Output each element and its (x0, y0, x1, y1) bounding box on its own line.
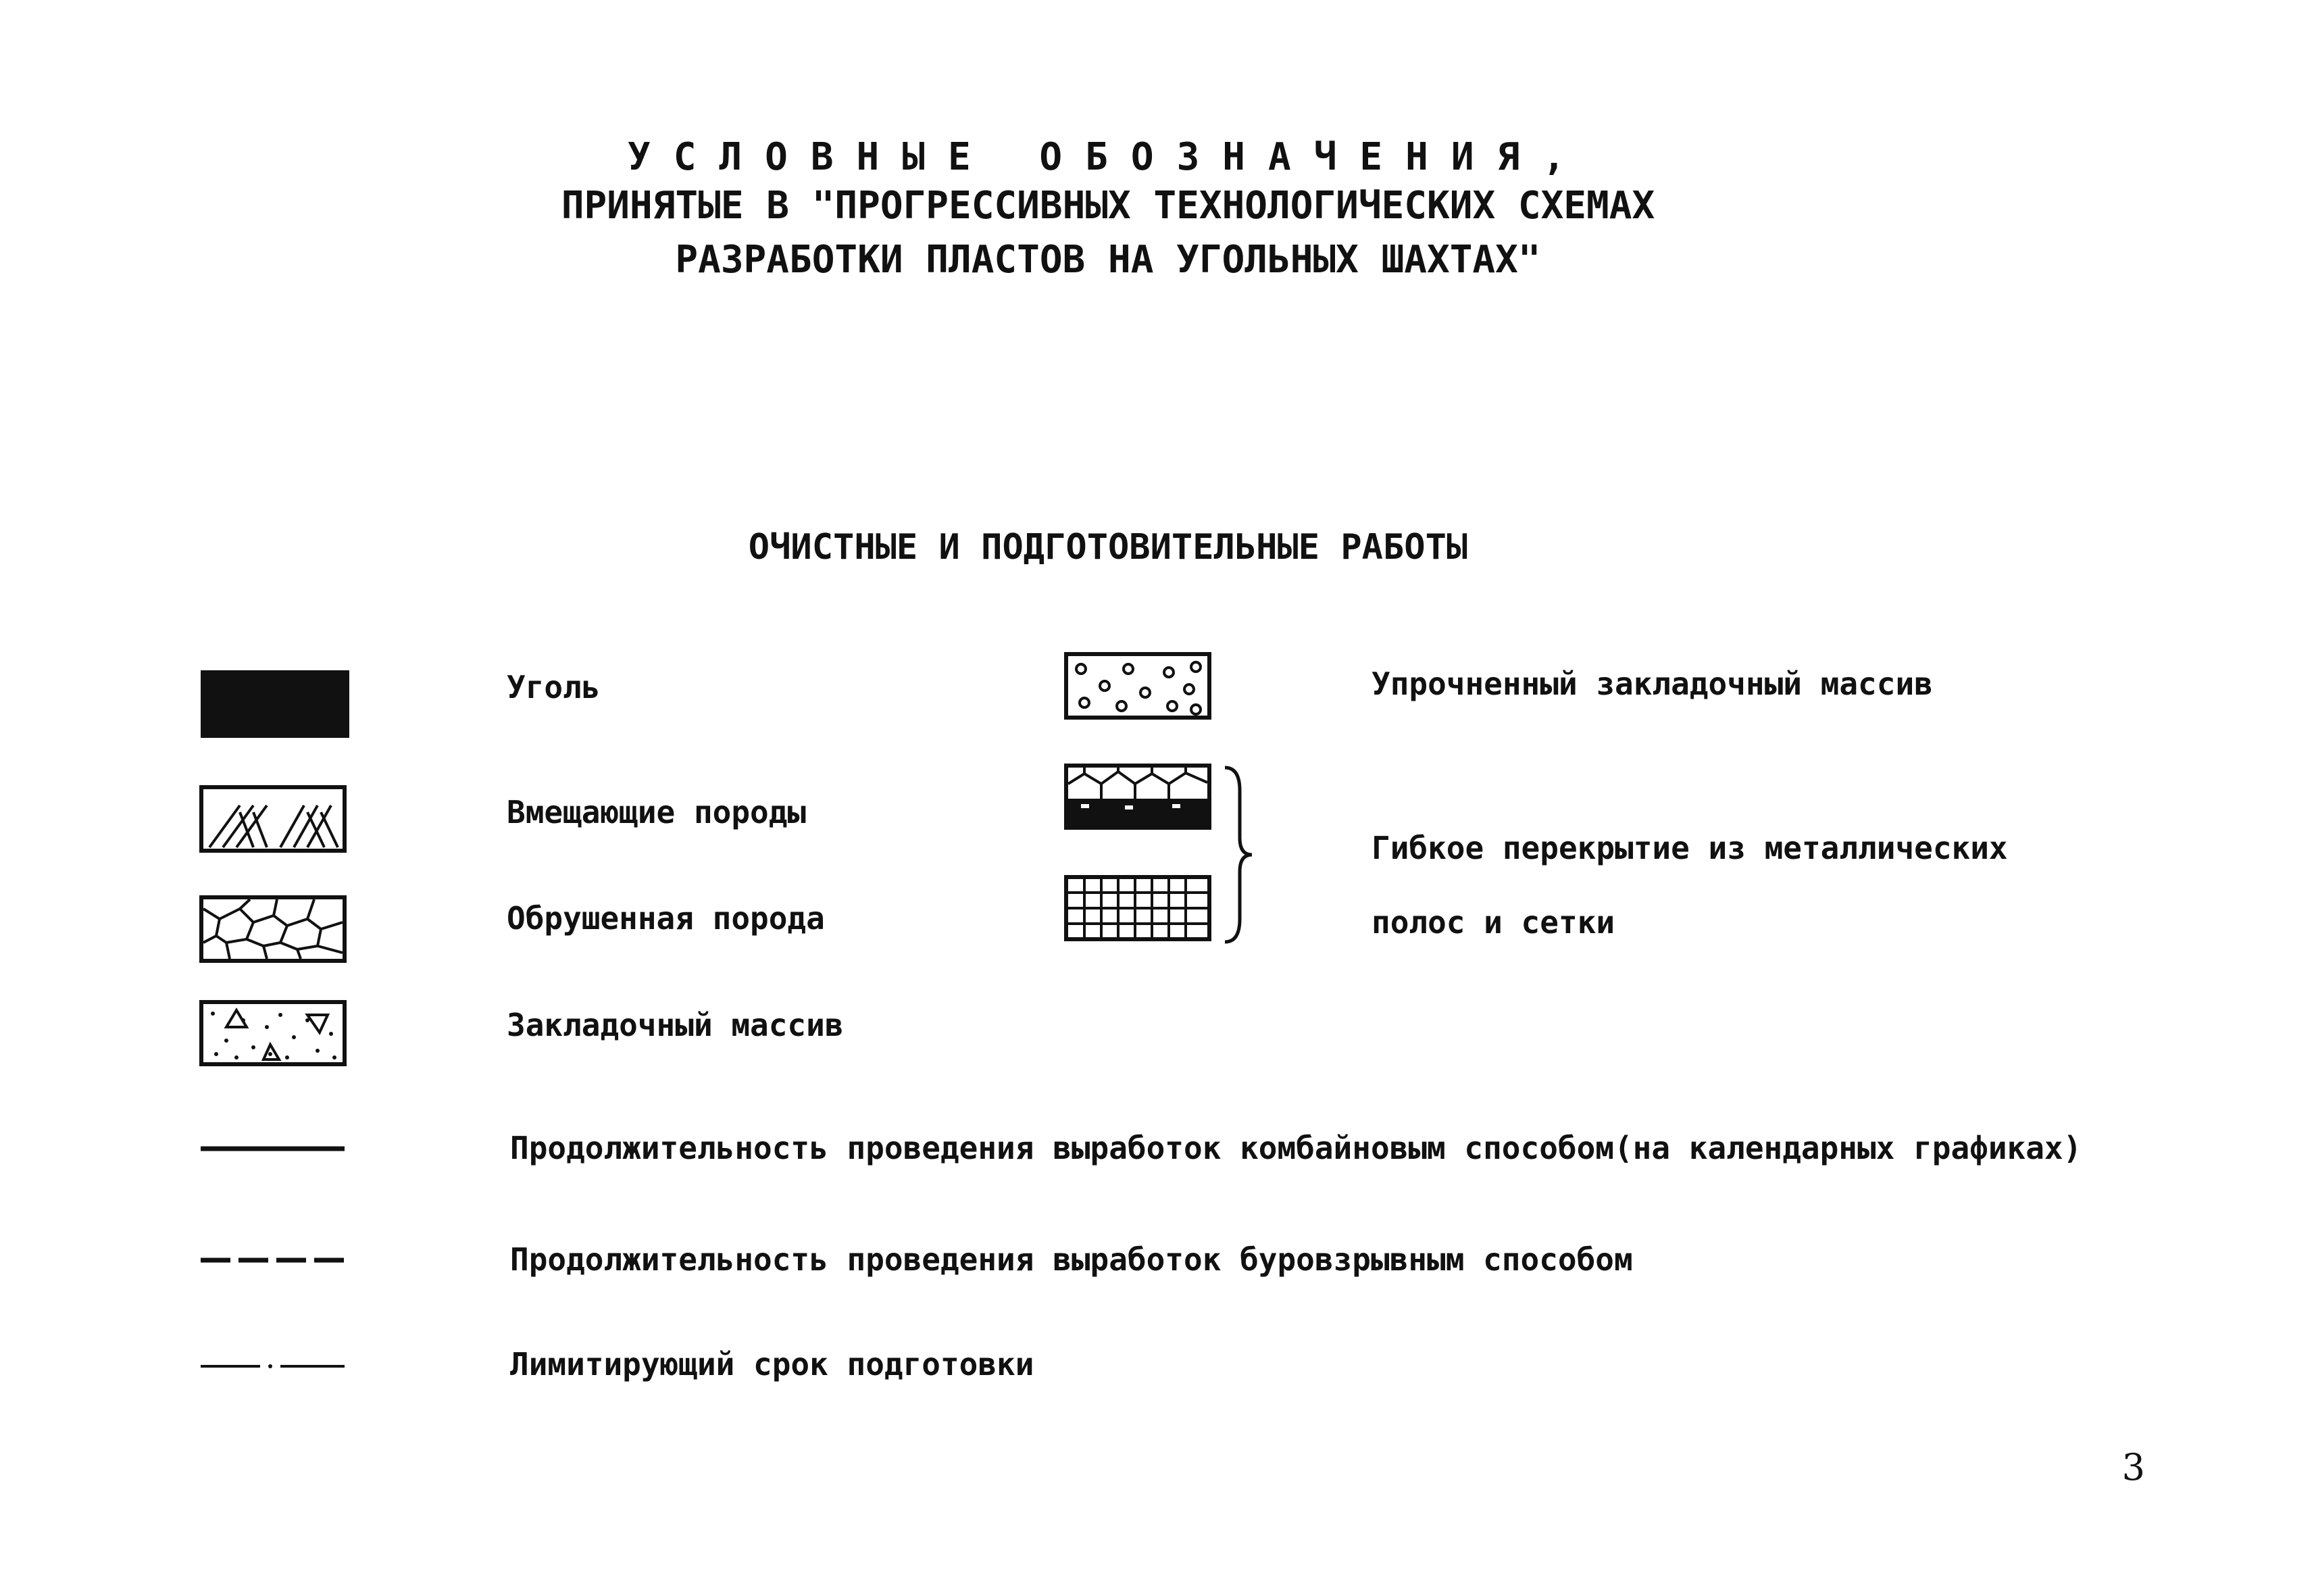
legend-label-flexible-cover-line1: Гибкое перекрытие из металлических (1372, 830, 2008, 866)
legend-label-reinforced-backfill: Упрочненный закладочный массив (1372, 666, 1933, 702)
host-rock-symbol-icon (199, 785, 348, 854)
coal-symbol-icon (199, 669, 351, 740)
right-brace-icon (1219, 764, 1260, 946)
legend-label-solid-line: Продолжительность проведения выработок комбайновым способом(на календарных графиках) (510, 1130, 2082, 1166)
reinforced-backfill-symbol-icon (1064, 652, 1213, 721)
flexible-cover-rock-symbol-icon (1064, 764, 1213, 831)
legend-label-host-rock: Вмещающие породы (507, 794, 807, 830)
backfill-symbol-icon (199, 1000, 348, 1068)
caved-rock-symbol-icon (199, 895, 348, 964)
legend-label-backfill: Закладочный массив (507, 1007, 844, 1043)
legend-label-caved-rock: Обрушенная порода (507, 900, 825, 937)
title-line-2: ПРИНЯТЫЕ В "ПРОГРЕССИВНЫХ ТЕХНОЛОГИЧЕСКИХ СХЕМАХ (561, 184, 1655, 228)
legend-label-dashed-line: Продолжительность проведения выработок буровзрывным способом (510, 1241, 1633, 1278)
legend-label-dash-dot-line: Лимитирующий срок подготовки (510, 1346, 1034, 1382)
legend-label-flexible-cover-line2: полос и сетки (1372, 904, 1615, 941)
solid-line-symbol-icon (199, 1142, 348, 1155)
flexible-cover-mesh-symbol-icon (1064, 875, 1213, 943)
page-number: 3 (2121, 1446, 2145, 1489)
dashed-line-symbol-icon (199, 1253, 348, 1267)
legend-label-coal: Уголь (507, 669, 601, 705)
title-line-1: УСЛОВНЫЕ ОБОЗНАЧЕНИЯ, (627, 135, 1588, 179)
dash-dot-line-symbol-icon (199, 1360, 348, 1373)
title-line-3: РАЗРАБОТКИ ПЛАСТОВ НА УГОЛЬНЫХ ШАХТАХ" (675, 238, 1541, 282)
section-title: ОЧИСТНЫЕ И ПОДГОТОВИТЕЛЬНЫЕ РАБОТЫ (748, 527, 1468, 568)
